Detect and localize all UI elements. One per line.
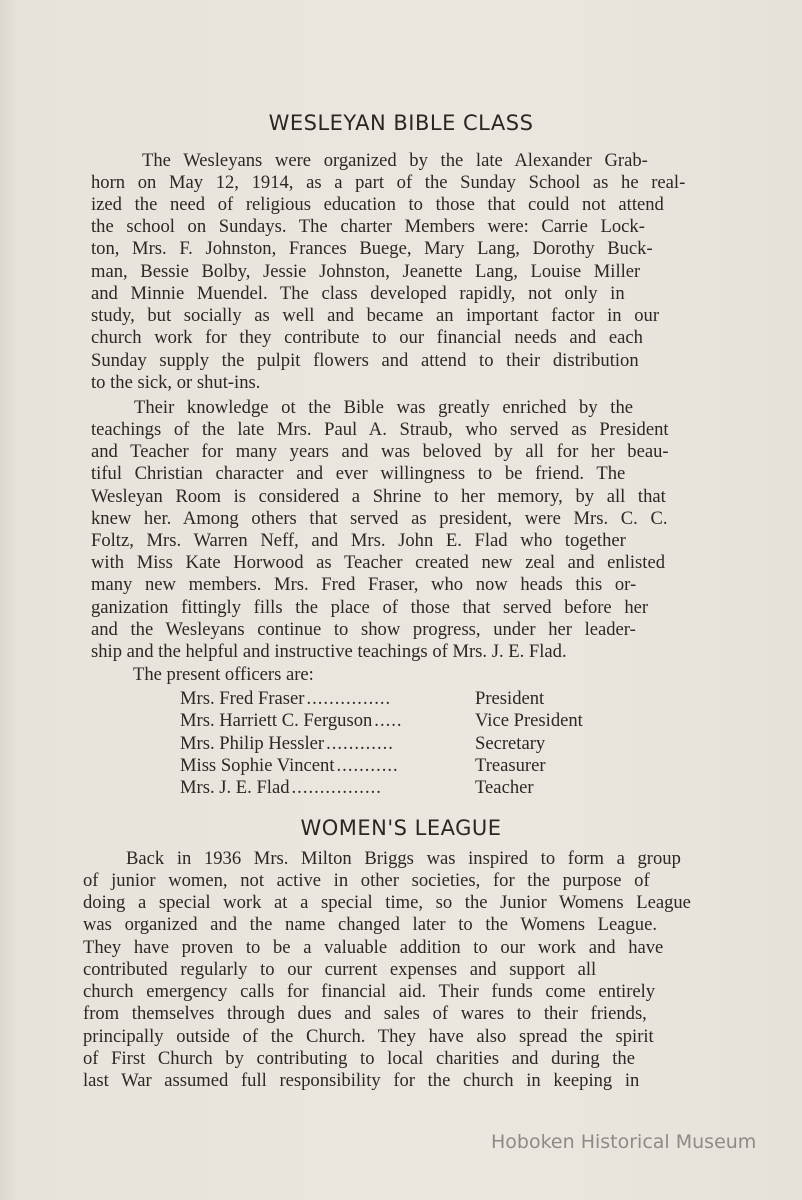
text-line: of junior women, not active in other societies, for the purpose of <box>83 870 650 891</box>
leader-dots: ................ <box>291 777 382 798</box>
text-line: many new members. Mrs. Fred Fraser, who now heads this or- <box>91 574 637 595</box>
officer-name: Mrs. Harriett C. Ferguson <box>180 710 373 731</box>
officer-name: Mrs. J. E. Flad <box>180 777 290 798</box>
text-line: and Minnie Muendel. The class developed rapidly, not only in <box>91 283 625 304</box>
officer-role: Secretary <box>475 733 546 754</box>
officer-row <box>180 688 620 710</box>
leader-dots: ........... <box>336 755 399 776</box>
leader-dots: ............... <box>306 688 392 709</box>
text-line: teachings of the late Mrs. Paul A. Straub, who served as President <box>91 419 669 440</box>
text-line: Foltz, Mrs. Warren Neff, and Mrs. John E. Flad who together <box>91 530 626 551</box>
text-line: last War assumed full responsibility for the church in keeping in <box>83 1070 640 1091</box>
text-line: ganization fittingly fills the place of those that served before her <box>91 597 649 618</box>
text-line: Their knowledge ot the Bible was greatly enriched by the <box>134 397 634 418</box>
text-line: church emergency calls for financial aid. Their funds come entirely <box>83 981 656 1002</box>
officer-role: President <box>475 688 545 709</box>
text-line: They have proven to be a valuable addition to our work and have <box>83 937 664 958</box>
officer-row <box>180 733 620 755</box>
text-line: the school on Sundays. The charter Members were: Carrie Lock- <box>91 216 645 237</box>
text-line: ized the need of religious education to those that could not attend <box>91 194 664 215</box>
text-line: contributed regularly to our current expenses and support all <box>83 959 597 980</box>
text-line: Back in 1936 Mrs. Milton Briggs was inspired to form a group <box>126 848 681 869</box>
leader-dots: ..... <box>374 710 403 731</box>
museum-watermark: Hoboken Historical Museum <box>491 1131 757 1153</box>
text-line: was organized and the name changed later to the Womens League. <box>83 914 657 935</box>
section-heading-womens-league: WOMEN'S LEAGUE <box>300 816 502 840</box>
text-line: from themselves through dues and sales of wares to their friends, <box>83 1003 647 1024</box>
text-line: ship and the helpful and instructive teachings of Mrs. J. E. Flad. <box>91 641 567 662</box>
text-line: Sunday supply the pulpit flowers and attend to their distribution <box>91 350 639 371</box>
text-line: The Wesleyans were organized by the late Alexander Grab- <box>142 150 648 171</box>
officer-name: Miss Sophie Vincent <box>180 755 335 776</box>
text-line: church work for they contribute to our financial needs and each <box>91 327 643 348</box>
text-line: The present officers are: <box>133 664 314 685</box>
officer-name: Mrs. Fred Fraser <box>180 688 305 709</box>
text-line: and the Wesleyans continue to show progress, under her leader- <box>91 619 636 640</box>
officer-role: Teacher <box>475 777 534 798</box>
officer-row <box>180 710 620 732</box>
text-line: horn on May 12, 1914, as a part of the Sunday School as he real- <box>91 172 686 193</box>
officer-role: Treasurer <box>475 755 546 776</box>
officer-role: Vice President <box>475 710 583 731</box>
text-line: Wesleyan Room is considered a Shrine to her memory, by all that <box>91 486 666 507</box>
officer-row <box>180 755 620 777</box>
section-heading-wesleyan-bible-class: WESLEYAN BIBLE CLASS <box>268 111 534 135</box>
text-line: study, but socially as well and became an important factor in our <box>91 305 660 326</box>
text-line: with Miss Kate Horwood as Teacher created new zeal and enlisted <box>91 552 666 573</box>
text-line: and Teacher for many years and was beloved by all for her beau- <box>91 441 669 462</box>
text-line: principally outside of the Church. They have also spread the spirit <box>83 1026 654 1047</box>
text-line: to the sick, or shut-ins. <box>91 372 261 393</box>
text-line: of First Church by contributing to local charities and during the <box>83 1048 635 1069</box>
text-line: knew her. Among others that served as president, were Mrs. C. C. <box>91 508 668 529</box>
leader-dots: ............ <box>326 733 394 754</box>
officer-row <box>180 777 620 799</box>
officer-name: Mrs. Philip Hessler <box>180 733 325 754</box>
text-line: tiful Christian character and ever willingness to be friend. The <box>91 463 626 484</box>
text-line: doing a special work at a special time, so the Junior Womens League <box>83 892 691 913</box>
text-line: man, Bessie Bolby, Jessie Johnston, Jeanette Lang, Louise Miller <box>91 261 641 282</box>
text-line: ton, Mrs. F. Johnston, Frances Buege, Mary Lang, Dorothy Buck- <box>91 238 653 259</box>
